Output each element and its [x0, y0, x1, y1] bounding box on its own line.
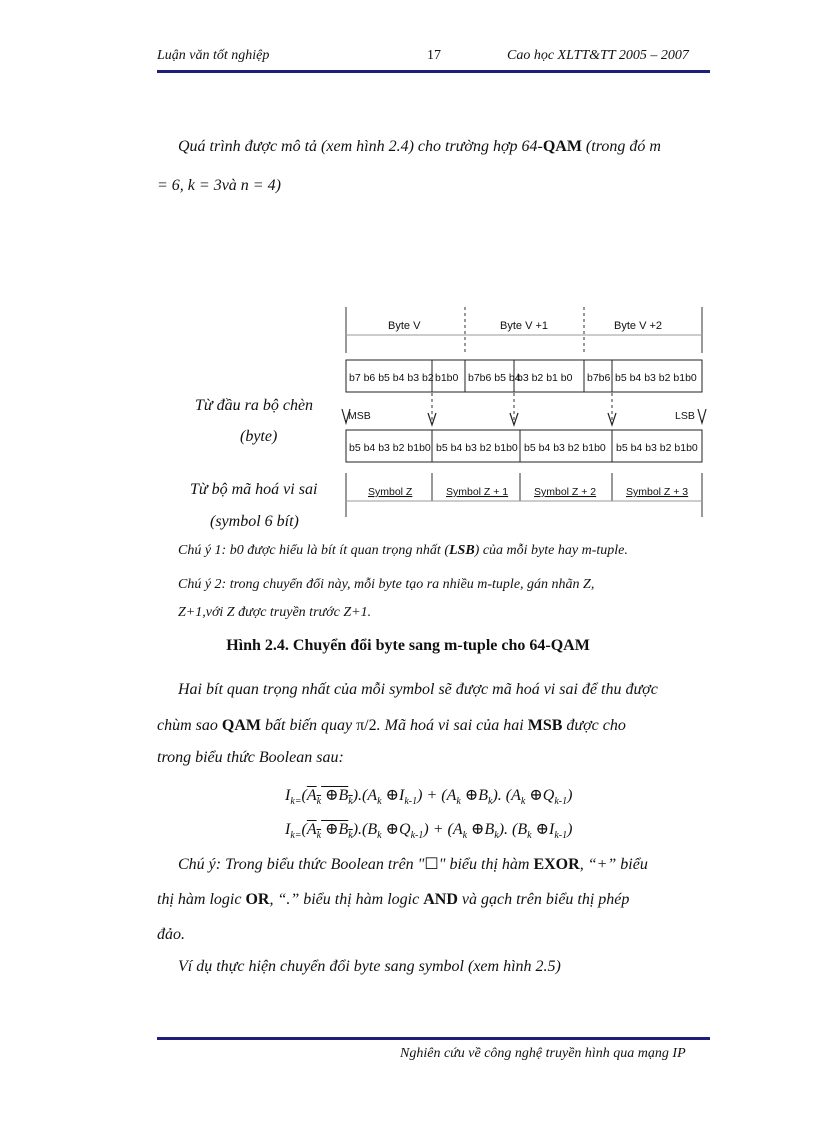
byte-header-0: Byte V — [388, 320, 421, 332]
body-line-2 — [157, 716, 710, 736]
header-left: Luận văn tốt nghiệp — [157, 48, 270, 63]
bn-exor: EXOR — [533, 856, 580, 873]
note-1-lsb: LSB — [448, 543, 475, 558]
equation-q: $I_{k=}(A_k$ $\oplus B_k).(B_k$ $\oplus Q_{k-1}) + (A_k$ $\oplus B_k$). ($B_k$ $\oplus I_{k-1}$) — [285, 821, 573, 842]
boolean-note-line-3: đảo. — [157, 926, 185, 943]
boolean-note-line-1 — [178, 855, 718, 875]
symbol-3: Symbol Z + 3 — [626, 486, 689, 498]
byte-to-mtuple-diagram — [340, 305, 710, 525]
footer-rule — [157, 1037, 710, 1040]
exor-box-icon: ☐ — [424, 856, 439, 873]
arrow-lsb — [698, 409, 706, 423]
body-l2-a: chùm sao — [157, 717, 222, 734]
note-2-line-2: Z+1,với Z được truyền trước Z+1. — [178, 605, 372, 620]
body-line-1: Hai bít quan trọng nhất của mỗi symbol sẽ được mã hoá vi sai để thu được — [178, 681, 658, 698]
tuple-bits-0: b5 b4 b3 b2 b1b0 — [349, 442, 431, 454]
symbol-0: Symbol Z — [368, 486, 413, 498]
byte-bits-5: b5 b4 b3 b2 b1b0 — [615, 372, 697, 384]
intro-text-b: (trong đó m — [581, 138, 661, 155]
page-number: 17 — [427, 48, 441, 63]
label-interleaver-unit: (byte) — [240, 428, 278, 445]
note-2-line-1: Chú ý 2: trong chuyển đổi này, mỗi byte tạo ra nhiều m-tuple, gán nhãn Z, — [178, 577, 595, 592]
bn-l2-b: , “.” biểu thị hàm logic — [269, 891, 424, 908]
intro-line-2: = 6, k = 3và n = 4) — [157, 177, 281, 194]
symbol-1: Symbol Z + 1 — [446, 486, 509, 498]
header-rule — [157, 70, 710, 73]
body-qam: QAM — [221, 717, 261, 734]
msb-label: MSB — [348, 410, 371, 422]
byte-header-1: Byte V +1 — [500, 320, 549, 332]
body-l2-c: . Mã hoá vi sai của hai — [376, 717, 528, 734]
body-l2-d: được cho — [562, 717, 626, 734]
label-encoder: Từ bộ mã hoá vi sai — [190, 481, 318, 498]
bn-a: Chú ý: Trong biểu thức Boolean trên " — [178, 856, 425, 873]
intro-qam: QAM — [542, 138, 582, 155]
equation-i: $I_{k=}(A_k$ $\oplus B_k).(A_k$ $\oplus I_{k-1}) + (A_k$ $\oplus B_k$). ($A_k$ $\oplus Q_{k-1}$) — [285, 787, 573, 808]
body-msb: MSB — [527, 717, 563, 734]
byte-bits-3: b3 b2 b1 b0 — [517, 372, 573, 384]
byte-bits-2: b7b6 b5 b4 — [468, 372, 521, 384]
byte-header-2: Byte V +2 — [614, 320, 663, 332]
byte-bits-1: b1b0 — [435, 372, 459, 384]
note-1 — [178, 543, 628, 559]
note-1-b: ) của mỗi byte hay m-tuple. — [474, 543, 628, 558]
body-pi: π/2 — [356, 717, 377, 734]
tuple-bits-3: b5 b4 b3 b2 b1b0 — [616, 442, 698, 454]
bn-l2-a: thị hàm logic — [157, 891, 246, 908]
tuple-bits-1: b5 b4 b3 b2 b1b0 — [436, 442, 518, 454]
label-interleaver: Từ đầu ra bộ chèn — [195, 397, 314, 414]
figure-caption: Hình 2.4. Chuyển đổi byte sang m-tuple cho 64-QAM — [226, 637, 590, 654]
bn-b: " biểu thị hàm — [438, 856, 534, 873]
bn-or: OR — [245, 891, 270, 908]
boolean-note-line-2 — [157, 890, 710, 910]
body-l2-b: bất biến quay — [261, 717, 357, 734]
lsb-label: LSB — [675, 410, 695, 422]
label-encoder-unit: (symbol 6 bít) — [210, 513, 299, 530]
note-1-a: Chú ý 1: b0 được hiểu là bít ít quan trọng nhất ( — [178, 543, 449, 558]
bn-c: , “+” biểu — [579, 856, 648, 873]
byte-bits-0: b7 b6 b5 b4 b3 b2 — [349, 372, 434, 384]
example-line: Ví dụ thực hiện chuyển đổi byte sang symbol (xem hình 2.5) — [178, 958, 561, 975]
symbol-2: Symbol Z + 2 — [534, 486, 597, 498]
intro-line-1 — [178, 137, 718, 157]
footer-text: Nghiên cứu về công nghệ truyền hình qua mạng IP — [400, 1046, 686, 1061]
body-line-3: trong biểu thức Boolean sau: — [157, 749, 344, 766]
intro-text-a: Quá trình được mô tả (xem hình 2.4) cho trường hợp 64- — [178, 138, 543, 155]
bn-l2-c: và gạch trên biểu thị phép — [457, 891, 630, 908]
byte-bits-4: b7b6 — [587, 372, 611, 384]
tuple-bits-2: b5 b4 b3 b2 b1b0 — [524, 442, 606, 454]
header-right: Cao học XLTT&TT 2005 – 2007 — [507, 48, 689, 63]
bn-and: AND — [423, 891, 458, 908]
